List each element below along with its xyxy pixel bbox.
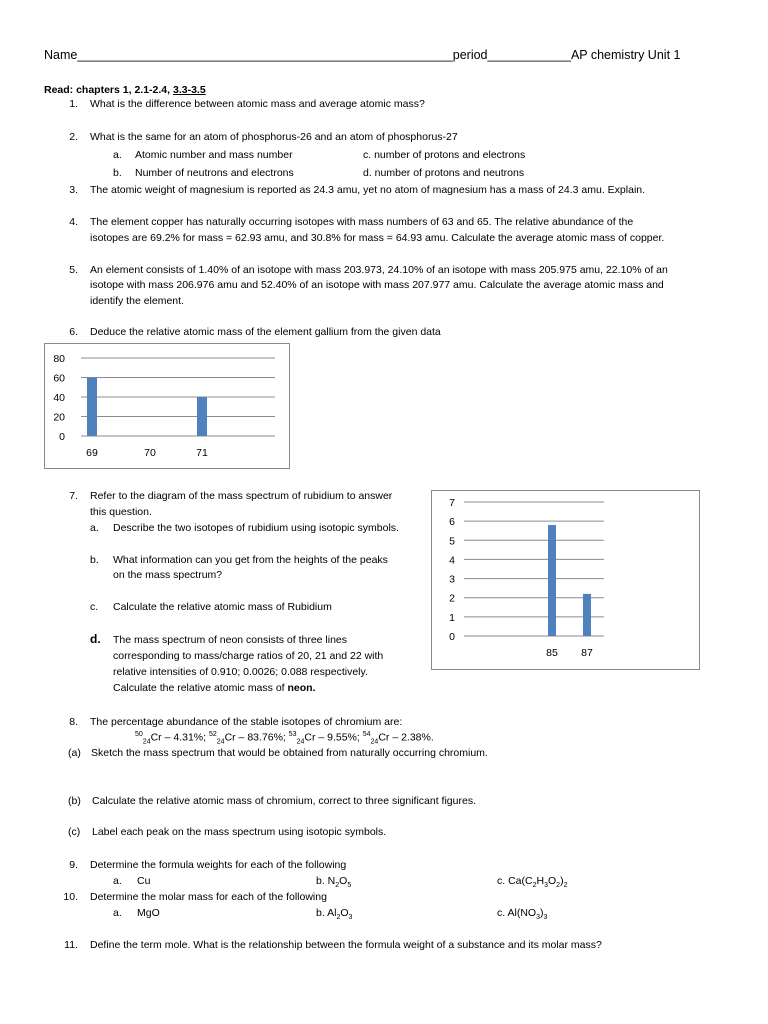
x-tick-label-71: 71 xyxy=(196,447,208,459)
q6-text: Deduce the relative atomic mass of the element gallium from the given data xyxy=(90,326,441,338)
q7-option-b-line2: on the mass spectrum? xyxy=(113,569,223,581)
y-tick-label-7: 7 xyxy=(449,497,455,509)
y-tick-label-2: 40 xyxy=(53,392,65,404)
q7-line2: this question. xyxy=(90,506,152,518)
q8-text: The percentage abundance of the stable isotopes of chromium are: xyxy=(90,716,403,728)
q7-option-d-letter: d. xyxy=(90,632,101,646)
q7-option-b-letter: b. xyxy=(90,554,99,566)
q8c-text: Label each peak on the mass spectrum using isotopic symbols. xyxy=(92,826,387,838)
x-tick-label-70: 70 xyxy=(144,447,156,459)
q6-number: 6. xyxy=(69,326,78,338)
q7-option-d-line1: The mass spectrum of neon consists of three lines xyxy=(113,634,348,646)
name-blank[interactable]: ______________________________________________________ xyxy=(77,48,453,62)
bar-69 xyxy=(87,378,97,437)
rubidium-chart-svg xyxy=(432,491,699,669)
q8a-label: (a) xyxy=(68,747,81,759)
q4-line2: isotopes are 69.2% for mass = 62.93 amu, and 30.8% for mass = 64.93 amu. Calculate the average atomic mass of copper. xyxy=(90,232,665,244)
q5-line2: isotope with mass 206.976 amu and 52.40% of an isotope with mass 207.977 amu. Calculate the average atomic mass and xyxy=(90,279,664,291)
x-tick-label-69: 69 xyxy=(86,447,98,459)
q7-option-b-line1: What information can you get from the heights of the peaks xyxy=(113,554,388,566)
q9-option-b: b. $N_2O_5$ xyxy=(316,875,352,890)
bar-85 xyxy=(548,525,556,636)
q2-option-b-letter: b. xyxy=(113,167,122,179)
q3-text: The atomic weight of magnesium is reported as 24.3 amu, yet no atom of magnesium has a mass of 24.3 amu. Explain. xyxy=(90,184,646,196)
q7-option-c-letter: c. xyxy=(90,601,99,613)
gallium-chart-svg xyxy=(45,344,289,468)
y-tick-label-0: 0 xyxy=(59,431,65,443)
q5-line3: identify the element. xyxy=(90,295,184,307)
header xyxy=(44,48,680,62)
q5-number: 5. xyxy=(69,264,78,276)
q10-option-c: c. $Al(NO_3)_3$ xyxy=(497,907,548,922)
bar-87 xyxy=(583,594,591,636)
q8b-text: Calculate the relative atomic mass of chromium, correct to three significant figures. xyxy=(92,795,476,807)
q2-option-a-letter: a. xyxy=(113,149,122,161)
y-tick-label-2: 2 xyxy=(449,592,455,605)
q8a-text: Sketch the mass spectrum that would be obtained from naturally occurring chromium. xyxy=(91,747,488,759)
gallium-mass-spectrum-chart xyxy=(44,343,290,469)
q4-number: 4. xyxy=(69,216,78,228)
q7-option-d-line4: Calculate the relative atomic mass of neon. xyxy=(113,682,316,694)
period-label: period xyxy=(452,48,488,62)
q2-option-b: Number of neutrons and electrons xyxy=(135,167,294,179)
q9-number: 9. xyxy=(69,859,78,871)
y-tick-label-6: 6 xyxy=(449,516,455,529)
q10-text: Determine the molar mass for each of the following xyxy=(90,891,327,903)
rubidium-mass-spectrum-chart xyxy=(431,490,700,670)
q10-option-a: MgO xyxy=(137,907,160,919)
y-tick-label-1: 20 xyxy=(53,411,65,424)
q11-number: 11. xyxy=(64,939,78,951)
q7-option-a-letter: a. xyxy=(90,522,99,534)
q9-option-a: Cu xyxy=(137,875,151,887)
q2-option-a: Atomic number and mass number xyxy=(135,149,293,161)
y-tick-label-5: 5 xyxy=(449,535,455,548)
y-tick-label-4: 4 xyxy=(449,554,455,567)
y-tick-label-1: 1 xyxy=(449,611,455,624)
y-tick-label-3: 60 xyxy=(53,372,65,385)
q3-number: 3. xyxy=(69,184,78,196)
q2-text: What is the same for an atom of phosphorus-26 and an atom of phosphorus-27 xyxy=(90,131,458,143)
q7-line1: Refer to the diagram of the mass spectrum of rubidium to answer xyxy=(90,490,393,502)
q8-isotope-list: $^{50}_{24}$Cr – 4.31%; $^{52}_{24}$Cr – 83.76%; $^{53}_{24}$Cr – 9.55%; $^{54}_{24}$Cr – 2.38%. xyxy=(135,731,434,746)
period-blank[interactable]: ____________ xyxy=(487,48,571,62)
q4-line1: The element copper has naturally occurring isotopes with mass numbers of 63 and 65. The relative abundance of the xyxy=(90,216,634,228)
q8c-label: (c) xyxy=(68,826,81,838)
reading-assignment: Read: chapters 1, 2.1-2.4, 3.3-3.5 xyxy=(44,84,206,96)
x-tick-label-85: 85 xyxy=(546,647,558,659)
q10-option-a-letter: a. xyxy=(113,907,122,919)
bar-71 xyxy=(197,397,207,436)
y-tick-label-3: 3 xyxy=(449,573,455,586)
q2-option-c: c. number of protons and electrons xyxy=(363,149,526,161)
q9-option-c: c. $Ca(C_2H_3O_2)_2$ xyxy=(497,875,568,890)
q11-text: Define the term mole. What is the relationship between the formula weight of a substance and its molar mass? xyxy=(90,939,602,951)
q9-text: Determine the formula weights for each of the following xyxy=(90,859,347,871)
q7-option-d-line2: corresponding to mass/charge ratios of 20, 21 and 22 with xyxy=(113,650,384,662)
q5-line1: An element consists of 1.40% of an isotope with mass 203.973, 24.10% of an isotope with mass 205.975 amu, 22.10% of an xyxy=(90,264,668,276)
q9-option-a-letter: a. xyxy=(113,875,122,887)
q1-text: What is the difference between atomic mass and average atomic mass? xyxy=(90,98,425,110)
q7-option-d-line3: relative intensities of 0.910; 0.0026; 0.088 respectively. xyxy=(113,666,368,678)
q7-option-a: Describe the two isotopes of rubidium using isotopic symbols. xyxy=(113,522,399,534)
y-tick-label-0: 0 xyxy=(449,631,455,643)
q2-option-d: d. number of protons and neutrons xyxy=(363,167,525,179)
q7-number: 7. xyxy=(69,490,78,502)
q8-number: 8. xyxy=(69,716,78,728)
q8b-label: (b) xyxy=(68,795,81,807)
q10-number: 10. xyxy=(63,891,78,903)
q7-option-c: Calculate the relative atomic mass of Rubidium xyxy=(113,601,332,613)
name-label: Name xyxy=(44,48,78,62)
q2-number: 2. xyxy=(69,131,78,143)
course-label: AP chemistry Unit 1 xyxy=(570,48,681,62)
x-tick-label-87: 87 xyxy=(581,647,593,659)
q1-number: 1. xyxy=(69,98,78,110)
q10-option-b: b. $Al_2O_3$ xyxy=(316,907,353,922)
y-tick-label-4: 80 xyxy=(53,353,65,365)
